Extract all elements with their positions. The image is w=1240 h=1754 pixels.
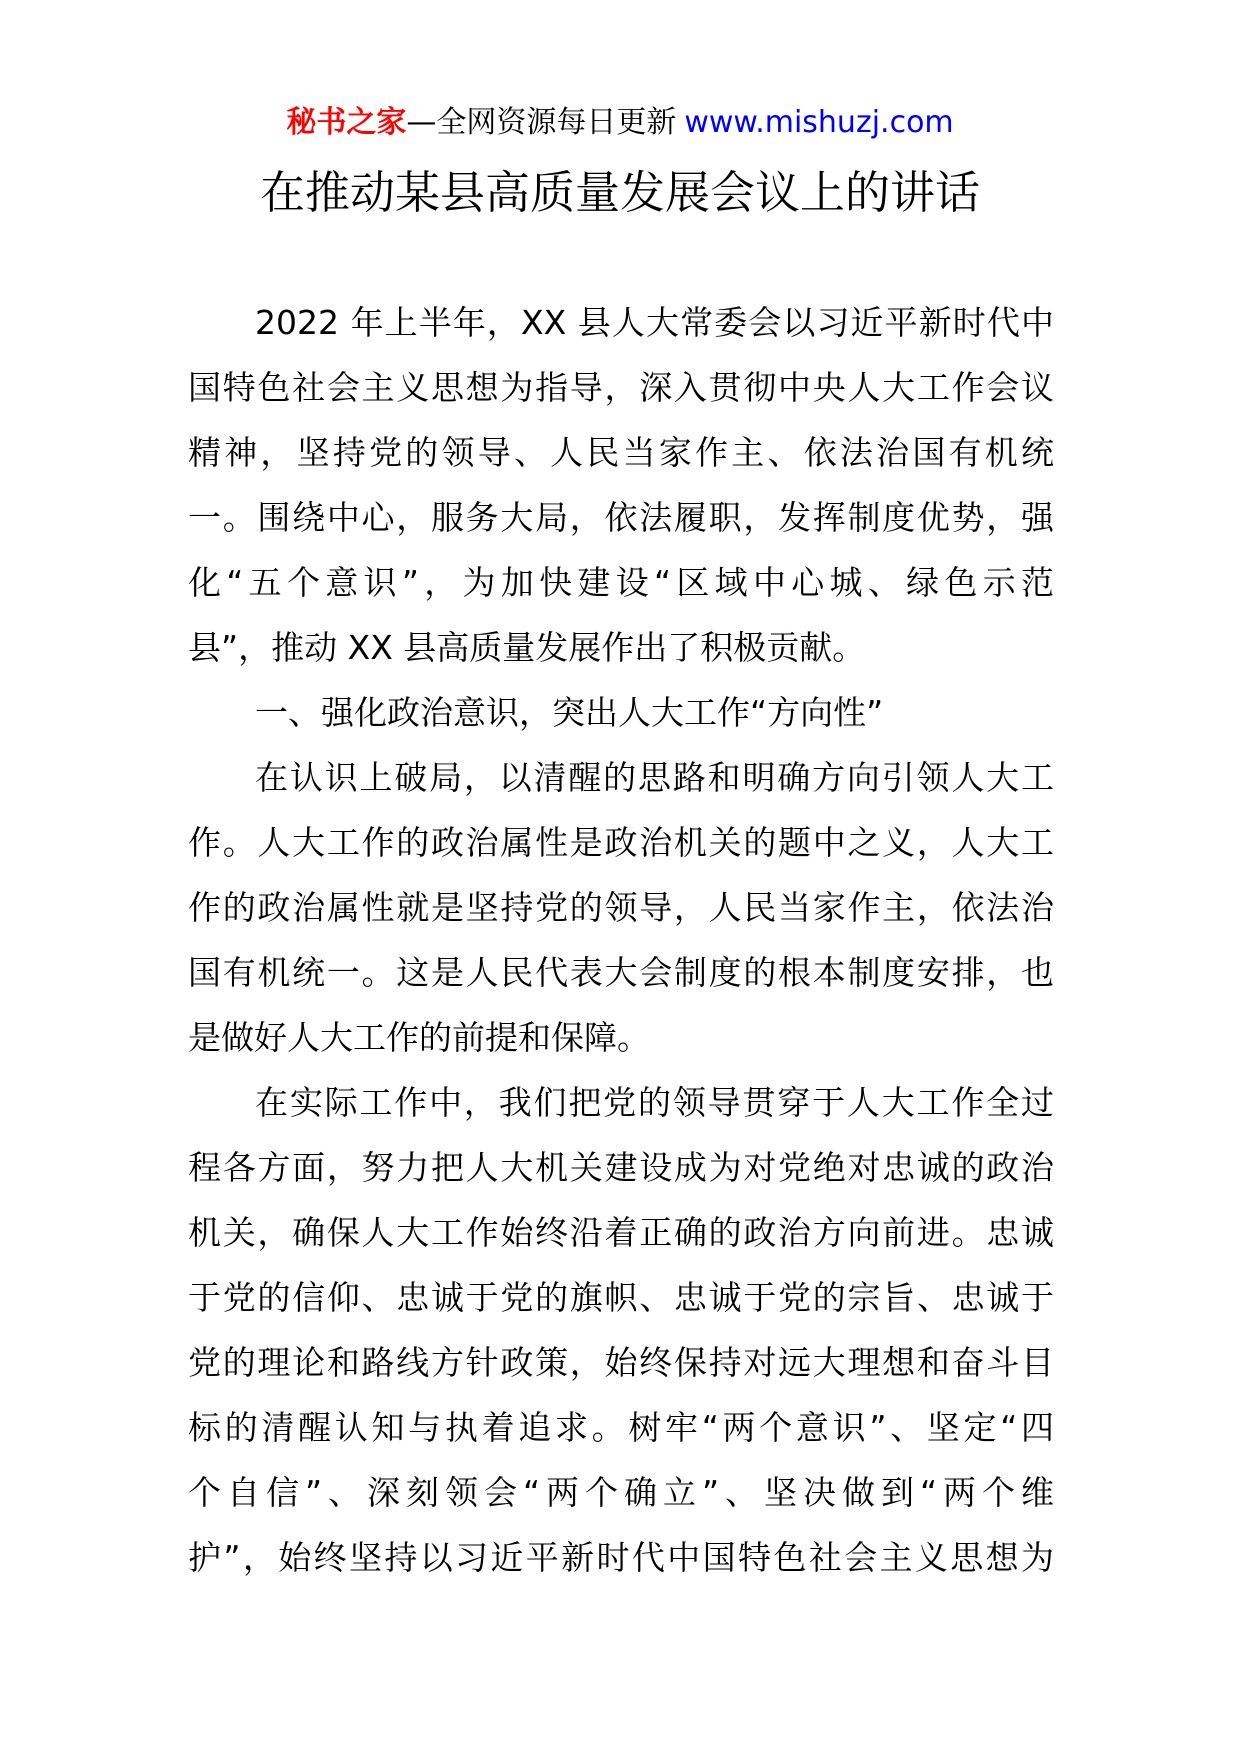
section-paragraph [188, 1070, 1054, 1590]
site-banner [0, 104, 1240, 142]
paragraph-line: 在实际工作中，我们把党的领导贯穿于人大工作全过 [255, 1083, 1054, 1122]
paragraph-line: 在认识上破局，以清醒的思路和明确方向引领人大工 [255, 758, 1054, 797]
paragraph-line: 作。人大工作的政治属性是政治机关的题中之义，人大工 [188, 823, 1054, 862]
paragraph-line: 标的清醒认知与执着追求。树牢“两个意识”、坚定“四 [188, 1408, 1054, 1447]
paragraph-line: 护”，始终坚持以习近平新时代中国特色社会主义思想为 [188, 1538, 1054, 1577]
paragraph-line: 程各方面，努力把人大机关建设成为对党绝对忠诚的政治 [188, 1148, 1054, 1187]
intro-paragraph [188, 290, 1054, 680]
document-title: 在推动某县高质量发展会议上的讲话 [259, 166, 980, 219]
paragraph-line: 作的政治属性就是坚持党的领导，人民当家作主，依法治 [188, 888, 1054, 927]
banner-tagline: —全网资源每日更新 [406, 105, 677, 140]
paragraph-line: 是做好人大工作的前提和保障。 [188, 1018, 650, 1057]
paragraph-line: 国特色社会主义思想为指导，深入贯彻中央人大工作会议 [188, 368, 1054, 407]
section-paragraph [188, 745, 1054, 1070]
paragraph-line: 化“五个意识”，为加快建设“区域中心城、绿色示范 [188, 563, 1054, 602]
paragraph-line: 机关，确保人大工作始终沿着正确的政治方向前进。忠诚 [188, 1213, 1054, 1252]
paragraph-line: 2022 年上半年，XX 县人大常委会以习近平新时代中 [255, 303, 1054, 342]
brand-name: 秘书之家 [286, 105, 407, 140]
section-heading: 一、强化政治意识，突出人大工作“方向性” [255, 693, 884, 732]
paragraph-line: 个自信”、深刻领会“两个确立”、坚决做到“两个维 [188, 1473, 1054, 1512]
paragraph-line: 于党的信仰、忠诚于党的旗帜、忠诚于党的宗旨、忠诚于 [188, 1278, 1054, 1317]
paragraph-line: 县”，推动 XX 县高质量发展作出了积极贡献。 [188, 628, 866, 667]
paragraph-line: 国有机统一。这是人民代表大会制度的根本制度安排，也 [188, 953, 1054, 992]
paragraph-line: 一。围绕中心，服务大局，依法履职，发挥制度优势，强 [188, 498, 1054, 537]
document-body [188, 290, 1054, 1590]
paragraph-line: 党的理论和路线方针政策，始终保持对远大理想和奋斗目 [188, 1343, 1054, 1382]
website-link[interactable]: www.mishuzj.com [684, 105, 954, 140]
paragraph-line: 精神，坚持党的领导、人民当家作主、依法治国有机统 [188, 433, 1054, 472]
